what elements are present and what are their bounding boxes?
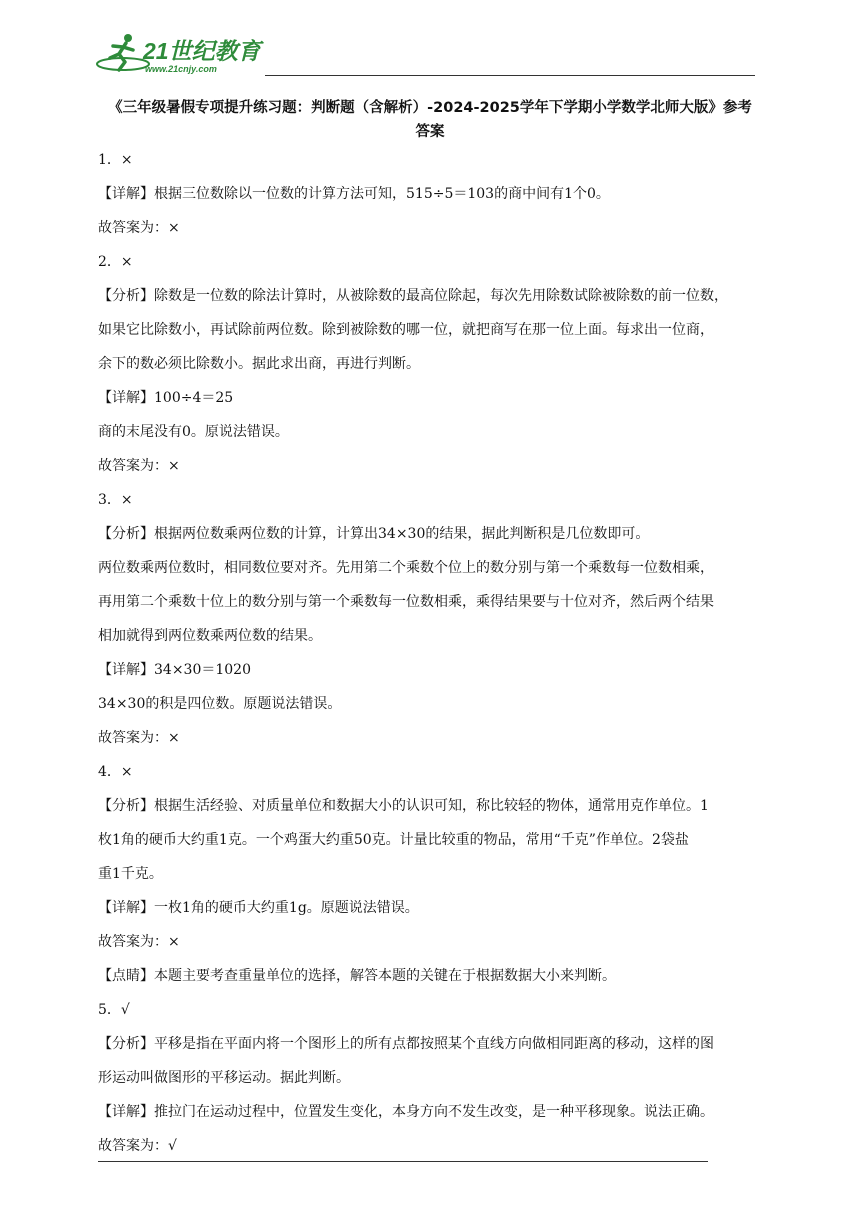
text-line: 【分析】根据两位数乘两位数的计算，计算出34×30的结果，据此判断积是几位数即可。 xyxy=(98,526,650,542)
text-line: 故答案为：× xyxy=(98,934,180,950)
page-header xyxy=(95,32,755,78)
text-line: 【详解】100÷4＝25 xyxy=(98,390,234,406)
paragraph xyxy=(98,288,762,373)
paragraph-line: 重1千克。 xyxy=(98,866,163,882)
line-gap xyxy=(98,679,762,696)
line-gap xyxy=(98,747,762,764)
text-line: 故答案为：× xyxy=(98,220,180,236)
line-gap xyxy=(98,951,762,968)
paragraph-line: 两位数乘两位数时，相同数位要对齐。先用第二个乘数个位上的数分别与第一个乘数每一位数相乘， xyxy=(98,560,714,576)
svg-text:www.21cnjy.com: www.21cnjy.com xyxy=(145,64,217,74)
line-gap xyxy=(98,407,762,424)
text-line: 商的末尾没有0。原说法错误。 xyxy=(98,424,289,440)
paragraph xyxy=(98,1036,762,1087)
document-title xyxy=(95,96,765,144)
text-line: 4．× xyxy=(98,764,133,780)
text-line: 1．× xyxy=(98,152,133,168)
line-gap xyxy=(98,237,762,254)
footer-rule xyxy=(98,1161,708,1162)
line-gap xyxy=(98,441,762,458)
line-gap xyxy=(98,985,762,1002)
line-gap xyxy=(98,543,762,560)
paragraph xyxy=(98,798,762,883)
text-line: 2．× xyxy=(98,254,133,270)
line-gap xyxy=(98,475,762,492)
line-gap xyxy=(98,1019,762,1036)
title-line: 《三年级暑假专项提升练习题：判断题（含解析）-2024-2025学年下学期小学数学北师大版》参考 xyxy=(108,100,752,116)
runner-logo-icon xyxy=(95,32,265,76)
text-line: 故答案为：× xyxy=(98,730,180,746)
answer-content xyxy=(98,152,762,1155)
paragraph-line: 相加就得到两位数乘两位数的结果。 xyxy=(98,628,322,644)
line-gap xyxy=(98,203,762,220)
paragraph xyxy=(98,560,762,645)
title-line: 答案 xyxy=(415,124,445,140)
paragraph-line: 形运动叫做图形的平移运动。据此判断。 xyxy=(98,1070,350,1086)
line-gap xyxy=(98,713,762,730)
line-gap xyxy=(98,509,762,526)
line-gap xyxy=(98,271,762,288)
header-rule xyxy=(265,75,755,76)
text-line: 【详解】推拉门在运动过程中，位置发生变化，本身方向不发生改变，是一种平移现象。说法正确。 xyxy=(98,1104,714,1120)
text-line: 【详解】34×30＝1020 xyxy=(98,662,251,678)
line-gap xyxy=(98,169,762,186)
paragraph-line: 【分析】根据生活经验、对质量单位和数据大小的认识可知，称比较轻的物体，通常用克作单位。1 xyxy=(98,798,709,814)
line-gap xyxy=(98,1121,762,1138)
paragraph-line: 【分析】除数是一位数的除法计算时，从被除数的最高位除起，每次先用除数试除被除数的前一位数， xyxy=(98,288,728,304)
text-line: 【详解】根据三位数除以一位数的计算方法可知，515÷5＝103的商中间有1个0。 xyxy=(98,186,610,202)
paragraph-line: 枚1角的硬币大约重1克。一个鸡蛋大约重50克。计量比较重的物品，常用“千克”作单位。2袋盐 xyxy=(98,832,689,848)
text-line: 3．× xyxy=(98,492,133,508)
paragraph-line: 再用第二个乘数十位上的数分别与第一个乘数每一位数相乘，乘得结果要与十位对齐，然后两个结果 xyxy=(98,594,714,610)
line-gap xyxy=(98,1087,762,1104)
line-gap xyxy=(98,373,762,390)
line-gap xyxy=(98,645,762,662)
text-line: 故答案为：√ xyxy=(98,1138,177,1154)
line-gap xyxy=(98,917,762,934)
svg-text:21世纪教育: 21世纪教育 xyxy=(143,38,261,64)
line-gap xyxy=(98,883,762,900)
text-line: 故答案为：× xyxy=(98,458,180,474)
line-gap xyxy=(98,781,762,798)
text-line: 5．√ xyxy=(98,1002,130,1018)
paragraph-line: 如果它比除数小，再试除前两位数。除到被除数的哪一位，就把商写在那一位上面。每求出一位商， xyxy=(98,322,714,338)
paragraph-line: 余下的数必须比除数小。据此求出商，再进行判断。 xyxy=(98,356,420,372)
text-line: 【详解】一枚1角的硬币大约重1g。原题说法错误。 xyxy=(98,900,419,916)
text-line: 34×30的积是四位数。原题说法错误。 xyxy=(98,696,342,712)
paragraph-line: 【分析】平移是指在平面内将一个图形上的所有点都按照某个直线方向做相同距离的移动，这样的图 xyxy=(98,1036,714,1052)
logo xyxy=(95,32,265,76)
text-line: 【点睛】本题主要考查重量单位的选择，解答本题的关键在于根据数据大小来判断。 xyxy=(98,968,616,984)
